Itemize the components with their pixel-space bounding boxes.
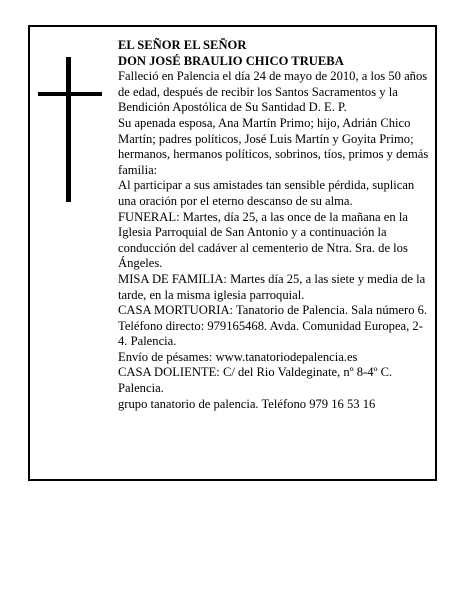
obituary-notice <box>28 25 437 481</box>
header-line-2: DON JOSÉ BRAULIO CHICO TRUEBA <box>118 53 344 68</box>
mourning-house-paragraph: CASA DOLIENTE: C/ del Rio Valdeginate, nº 8-4º C. Palencia. <box>118 365 393 396</box>
prayer-paragraph: Al participar a sus amistades tan sensible pérdida, suplican una oración por el eterno descanso de su alma. <box>118 178 415 208</box>
funeral-paragraph: FUNERAL: Martes, día 25, a las once de la mañana en la Iglesia Parroquial de San Antonio y a continuación la conducción del cadáver al cementerio de Ntra. Sra. de los Ángeles. <box>118 209 408 271</box>
family-paragraph: Su apenada esposa, Ana Martín Primo; hijo, Adrián Chico Martín; padres políticos, José Luis Martín y Goyita Primo; hermanos, hermanos políticos, sobrinos, tíos, primos y demás familia: <box>118 115 429 177</box>
death-paragraph: Falleció en Palencia el día 24 de mayo de 2010, a los 50 años de edad, después de recibir los Santos Sacramentos y la Bendición Apostólica de Su Santidad D. E. P. <box>118 69 428 115</box>
cross-horizontal-bar <box>38 92 102 96</box>
notice-text <box>118 38 432 412</box>
funeral-home-paragraph: CASA MORTUORIA: Tanatorio de Palencia. Sala número 6. Teléfono directo: 979165468. Avda. Comunidad Europea, 2-4. Palencia. <box>118 303 428 349</box>
contact-paragraph: grupo tanatorio de palencia. Teléfono 979 16 53 16 <box>118 396 376 411</box>
family-mass-paragraph: MISA DE FAMILIA: Martes día 25, a las siete y media de la tarde, en la misma iglesia parroquial. <box>118 271 426 302</box>
header-line-1: EL SEÑOR EL SEÑOR <box>118 38 247 52</box>
condolences-paragraph: Envío de pésames: www.tanatoriodepalencia.es <box>118 349 358 364</box>
cross-vertical-bar <box>66 57 71 202</box>
